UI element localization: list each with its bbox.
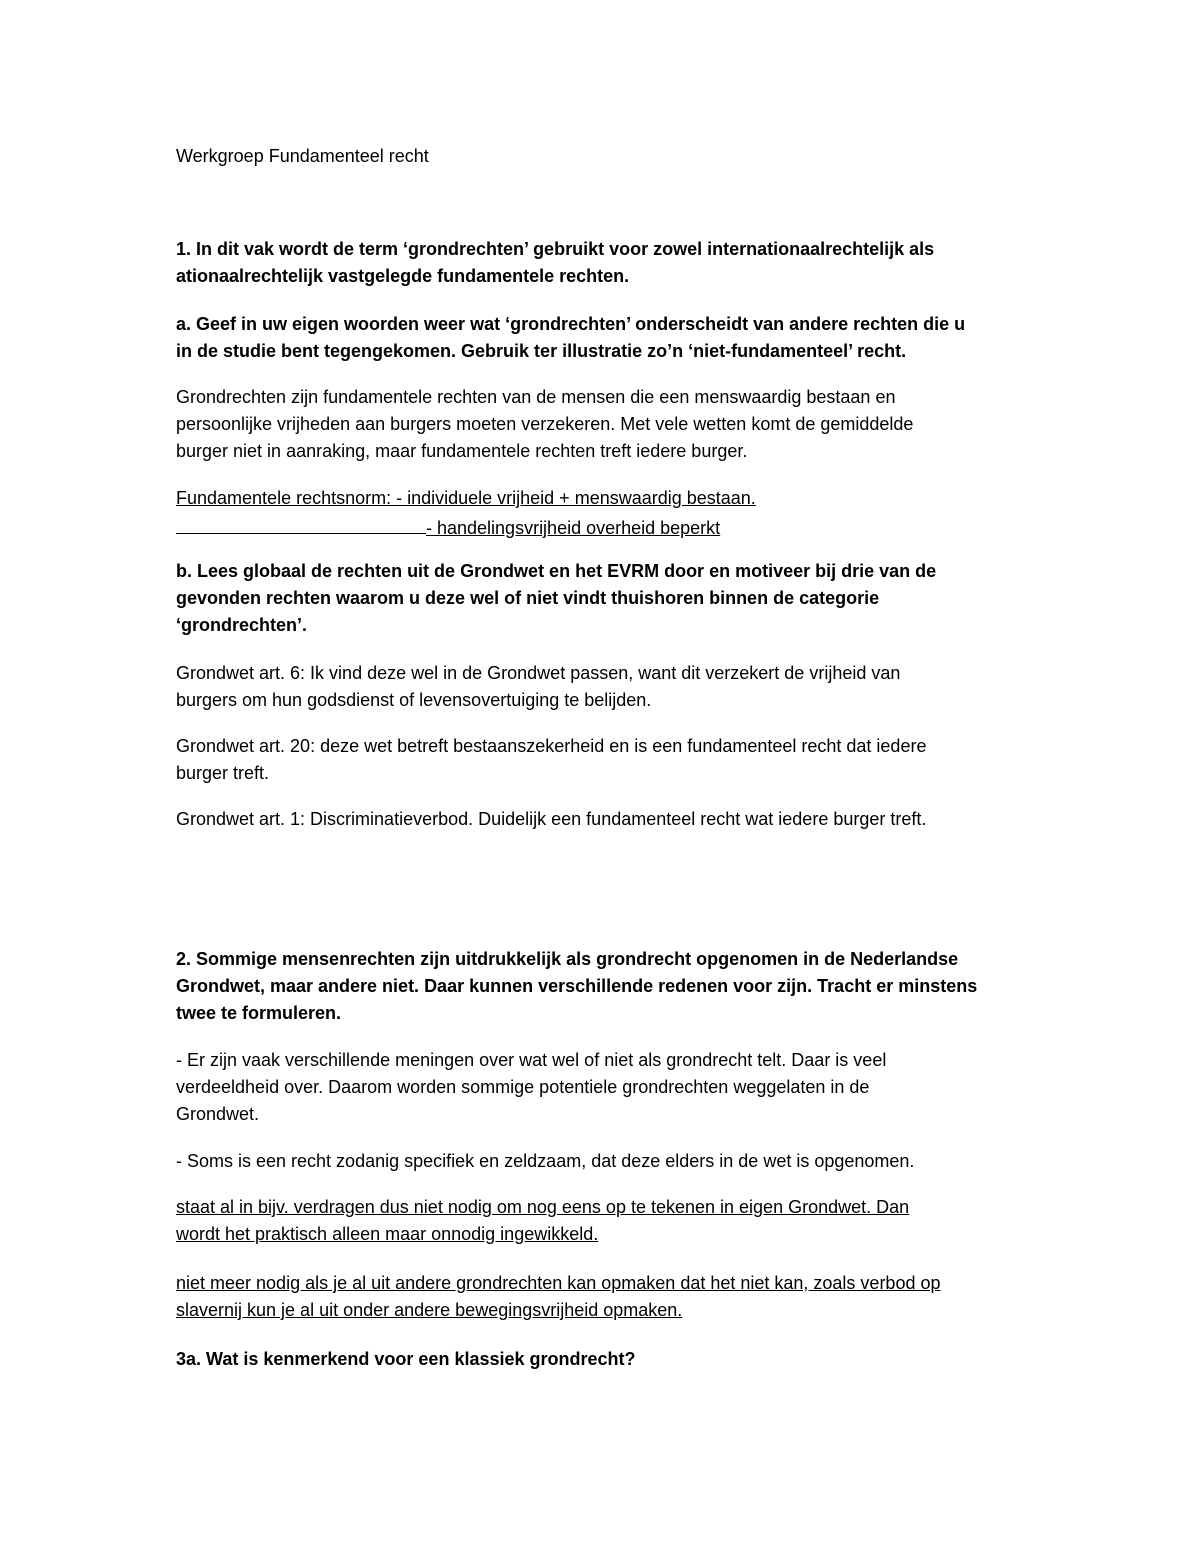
question-1b-line: gevonden rechten waarom u deze wel of niet vindt thuishoren binnen de categorie [176,588,880,608]
document-title [176,143,1036,170]
answer-1b-art6 [176,660,1036,714]
answer-1a [176,384,1036,465]
answer-line: - Soms is een recht zodanig specifiek en zeldzaam, dat deze elders in de wet is opgenomen. [176,1151,915,1171]
question-1b-line: b. Lees globaal de rechten uit de Grondwet en het EVRM door en motiveer bij drie van de [176,561,937,581]
answer-line: burger treft. [176,763,270,783]
answer-2-point-2 [176,1148,1036,1175]
question-3a-line: 3a. Wat is kenmerkend voor een klassiek grondrecht? [176,1349,636,1369]
answer-1b-art1 [176,806,1036,833]
answer-2-note-2 [176,1270,1036,1324]
question-1a-line: in de studie bent tegengekomen. Gebruik ter illustratie zo’n ‘niet-fundamenteel’ recht. [176,341,907,361]
answer-line: Grondwet art. 1: Discriminatieverbod. Duidelijk een fundamenteel recht wat iedere burger treft. [176,809,927,829]
question-3a [176,1346,1036,1373]
underlined-note-line: staat al in bijv. verdragen dus niet nodig om nog eens op te tekenen in eigen Grondwet. Dan [176,1197,910,1217]
question-1a [176,311,1036,365]
question-1a-line: a. Geef in uw eigen woorden weer wat ‘grondrechten’ onderscheidt van andere rechten die u [176,314,966,334]
indent-underline [176,512,426,534]
question-1-line: ationaalrechtelijk vastgelegde fundamentele rechten. [176,266,630,286]
question-2-line: 2. Sommige mensenrechten zijn uitdrukkelijk als grondrecht opgenomen in de Nederlandse [176,949,959,969]
answer-2-point-1 [176,1047,1036,1128]
rechtsnorm-line-1: Fundamentele rechtsnorm: - individuele vrijheid + menswaardig bestaan. [176,488,756,508]
rechtsnorm-note [176,485,1036,539]
question-2-line: Grondwet, maar andere niet. Daar kunnen verschillende redenen voor zijn. Tracht er minstens [176,976,978,996]
question-1b [176,558,1036,639]
underlined-note-line: wordt het praktisch alleen maar onnodig ingewikkeld. [176,1224,599,1244]
answer-1a-line: burger niet in aanraking, maar fundamentele rechten treft iedere burger. [176,441,748,461]
rechtsnorm-line-2: - handelingsvrijheid overheid beperkt [426,518,721,538]
answer-line: Grondwet art. 20: deze wet betreft bestaanszekerheid en is een fundamenteel recht dat iedere [176,736,927,756]
answer-1b-art20 [176,733,1036,787]
question-2-line: twee te formuleren. [176,1003,342,1023]
answer-line: Grondwet art. 6: Ik vind deze wel in de Grondwet passen, want dit verzekert de vrijheid van [176,663,901,683]
question-1 [176,236,1036,290]
answer-line: burgers om hun godsdienst of levensovertuiging te belijden. [176,690,652,710]
question-1b-line: ‘grondrechten’. [176,615,308,635]
answer-2-note-1 [176,1194,1036,1248]
answer-1a-line: persoonlijke vrijheden aan burgers moeten verzekeren. Met vele wetten komt de gemiddelde [176,414,914,434]
answer-line: verdeeldheid over. Daarom worden sommige potentiele grondrechten weggelaten in de [176,1077,870,1097]
underlined-note-line: niet meer nodig als je al uit andere grondrechten kan opmaken dat het niet kan, zoals verbod op [176,1273,941,1293]
answer-1a-line: Grondrechten zijn fundamentele rechten van de mensen die een menswaardig bestaan en [176,387,896,407]
underlined-note-line: slavernij kun je al uit onder andere bewegingsvrijheid opmaken. [176,1300,683,1320]
answer-line: Grondwet. [176,1104,260,1124]
question-2 [176,946,1036,1027]
question-1-line: 1. In dit vak wordt de term ‘grondrechten’ gebruikt voor zowel internationaalrechtelijk als [176,239,935,259]
answer-line: - Er zijn vaak verschillende meningen over wat wel of niet als grondrecht telt. Daar is veel [176,1050,887,1070]
document-title-text: Werkgroep Fundamenteel recht [176,146,429,166]
